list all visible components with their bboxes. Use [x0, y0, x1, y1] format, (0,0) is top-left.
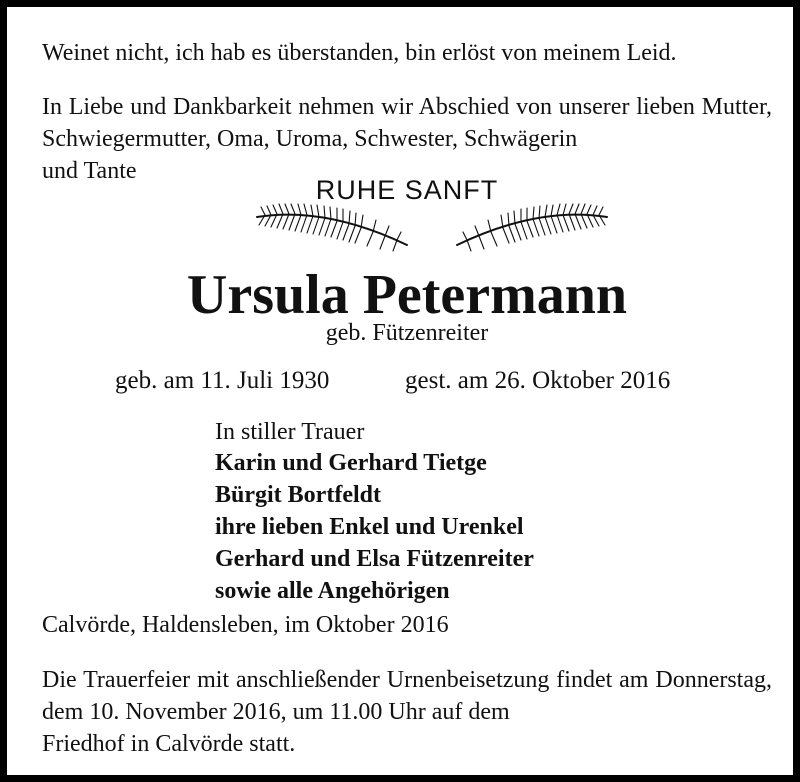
mourner-item: ihre lieben Enkel und Urenkel [215, 514, 524, 540]
ruhe-sanft-heading: RUHE SANFT [315, 175, 499, 205]
mourners-list [215, 447, 534, 607]
death-date: gest. am 26. Oktober 2016 [405, 367, 671, 394]
intro-text [42, 91, 772, 187]
mourner-item: sowie alle Angehörigen [215, 578, 450, 604]
funeral-line-2: Donnerstag, dem 10. November 2016, um 11.00 Uhr auf dem [42, 667, 772, 725]
maiden-name: geb. Fützenreiter [325, 320, 489, 346]
funeral-line-1: Die Trauerfeier mit anschließender Urnenbeisetzung findet am [42, 667, 649, 693]
intro-line-3: und Tante [42, 158, 137, 184]
funeral-details [42, 664, 772, 760]
funeral-line-3: Friedhof in Calvörde statt. [42, 731, 296, 757]
deceased-name: Ursula Petermann [186, 264, 628, 326]
birth-date: geb. am 11. Juli 1930 [115, 367, 330, 394]
mourner-item: Karin und Gerhard Tietge [215, 450, 487, 476]
mourning-label: In stiller Trauer [215, 419, 365, 445]
palm-leaves-icon [247, 203, 617, 255]
intro-line-2: Mutter, Schwiegermutter, Oma, Uroma, Schwester, Schwägerin [42, 94, 773, 152]
mourner-item: Gerhard und Elsa Fützenreiter [215, 546, 534, 572]
mourner-item: Bürgit Bortfeldt [215, 482, 381, 508]
intro-line-1: In Liebe und Dankbarkeit nehmen wir Abschied von unserer lieben [42, 94, 695, 120]
opening-quote: Weinet nicht, ich hab es überstanden, bin erlöst von meinem Leid. [42, 40, 677, 66]
place-and-date: Calvörde, Haldensleben, im Oktober 2016 [42, 612, 449, 638]
